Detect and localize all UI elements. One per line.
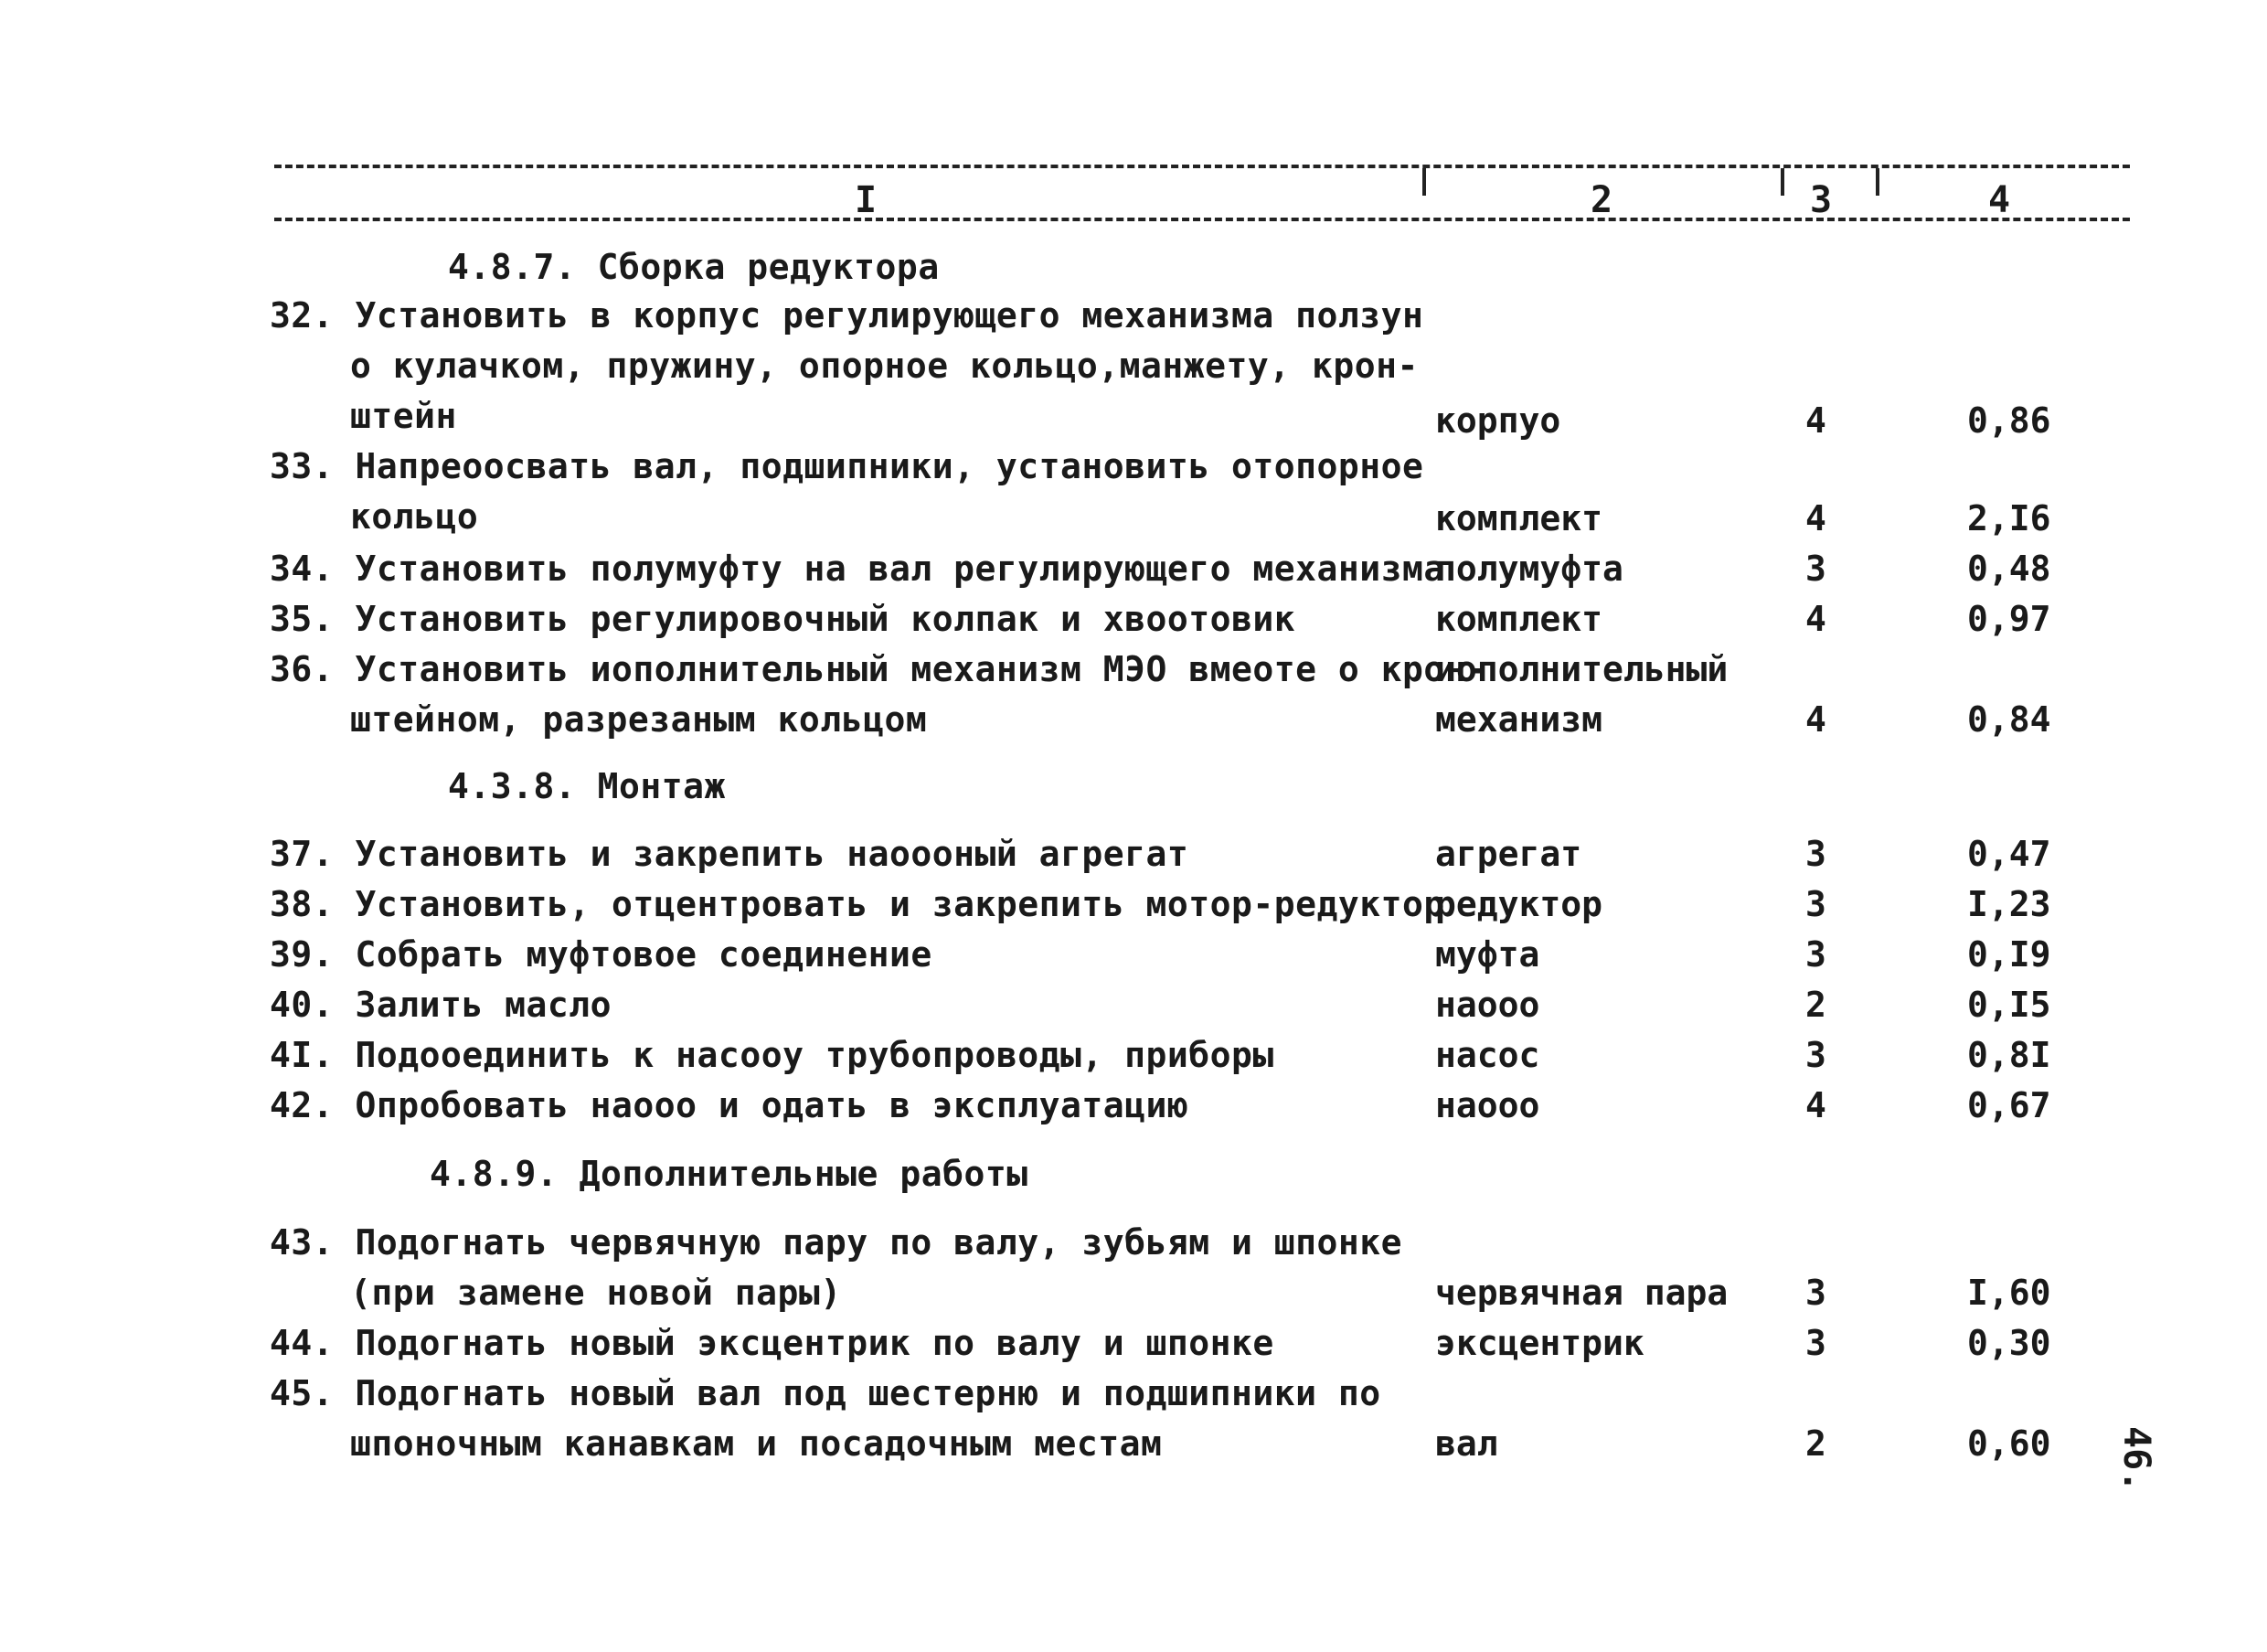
norm-cell: 0,86 [1967,400,2051,441]
unit-cell: корпуо [1435,400,1561,441]
row-text-line: 44. Подогнать новый эксцентрик по валу и шпонке [270,1323,1274,1363]
norm-cell: 0,I9 [1967,934,2051,975]
column-separator [1422,168,1426,196]
page-number: 46. [2115,1426,2157,1493]
unit-cell: наооо [1435,985,1540,1025]
norm-cell: 0,30 [1967,1323,2051,1363]
unit-cell: комплект [1435,599,1603,639]
row-text-line: штейн [350,396,457,436]
norm-cell: 2,I6 [1967,498,2051,538]
unit-cell: иополнительный [1435,649,1729,689]
row-text-line: 40. Залить масло [270,985,612,1025]
unit-cell: комплект [1435,498,1603,538]
unit-cell: насос [1435,1035,1540,1075]
row-text-line: 36. Установить иополнительный механизм МЭО вмеоте о крон- [270,649,1488,689]
norm-cell: 0,60 [1967,1423,2051,1464]
norm-cell: 0,48 [1967,549,2051,589]
column-header-1: I [855,179,878,221]
category-cell: 3 [1805,1273,1826,1313]
unit-cell: вал [1435,1423,1498,1464]
category-cell: 3 [1805,1035,1826,1075]
row-text-line: 42. Опробовать наооо и одать в эксплуатацию [270,1085,1189,1125]
row-text-line: 37. Установить и закрепить наоооный агрегат [270,834,1189,874]
header-rule-top [274,165,2130,168]
norm-cell: 0,47 [1967,834,2051,874]
norm-cell: 0,84 [1967,699,2051,740]
category-cell: 2 [1805,1423,1826,1464]
unit-cell: механизм [1435,699,1603,740]
row-text-line: 4I. Подооединить к насооу трубопроводы, приборы [270,1035,1274,1075]
unit-cell: червячная пара [1435,1273,1729,1313]
row-text-line: (при замене новой пары) [350,1273,842,1313]
unit-cell: эксцентрик [1435,1323,1644,1363]
section-heading: 4.3.8. Монтаж [448,766,726,806]
row-text-line: 38. Установить, отцентровать и закрепить мотор-редуктор [270,884,1445,924]
row-text-line: кольцо [350,496,479,537]
unit-cell: полумуфта [1435,549,1623,589]
section-heading: 4.8.9. Дополнительные работы [430,1154,1028,1194]
column-header-2: 2 [1591,179,1613,221]
norm-cell: I,60 [1967,1273,2051,1313]
category-cell: 3 [1805,1323,1826,1363]
norm-cell: 0,97 [1967,599,2051,639]
norm-cell: 0,I5 [1967,985,2051,1025]
header-rule-bottom [274,218,2130,221]
row-text-line: 45. Подогнать новый вал под шестерню и подшипники по [270,1373,1381,1413]
norm-cell: 0,8I [1967,1035,2051,1075]
unit-cell: наооо [1435,1085,1540,1125]
category-cell: 3 [1805,884,1826,924]
row-text-line: шпоночным канавкам и посадочным местам [350,1423,1163,1464]
category-cell: 4 [1805,1085,1826,1125]
row-text-line: о кулачком, пружину, опорное кольцо,манжету, крон- [350,346,1419,386]
section-heading: 4.8.7. Сборка редуктора [448,247,940,287]
column-header-4: 4 [1988,179,2011,221]
category-cell: 4 [1805,599,1826,639]
norm-cell: I,23 [1967,884,2051,924]
category-cell: 3 [1805,834,1826,874]
category-cell: 4 [1805,498,1826,538]
column-separator [1876,168,1879,196]
row-text-line: 43. Подогнать червячную пару по валу, зубьям и шпонке [270,1222,1403,1263]
column-header-3: 3 [1810,179,1833,221]
unit-cell: редуктор [1435,884,1603,924]
row-text-line: 33. Напреоосвать вал, подшипники, установить отопорное [270,446,1424,486]
category-cell: 2 [1805,985,1826,1025]
category-cell: 4 [1805,699,1826,740]
unit-cell: муфта [1435,934,1540,975]
column-separator [1781,168,1784,196]
unit-cell: агрегат [1435,834,1582,874]
row-text-line: 35. Установить регулировочный колпак и хвоотовик [270,599,1296,639]
row-text-line: 39. Собрать муфтовое соединение [270,934,932,975]
row-text-line: 34. Установить полумуфту на вал регулирующего механизма [270,549,1445,589]
row-text-line: штейном, разрезаным кольцом [350,699,928,740]
category-cell: 3 [1805,934,1826,975]
category-cell: 4 [1805,400,1826,441]
norm-cell: 0,67 [1967,1085,2051,1125]
category-cell: 3 [1805,549,1826,589]
row-text-line: 32. Установить в корпус регулирующего механизма ползун [270,295,1424,336]
